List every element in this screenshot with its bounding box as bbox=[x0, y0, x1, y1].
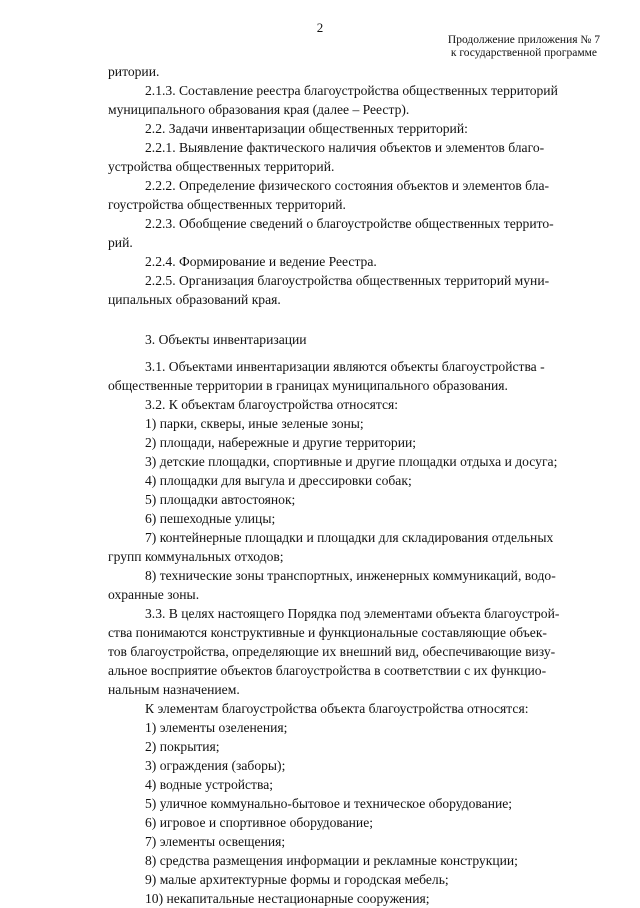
list-item: 8) средства размещения информации и рекламные конструкции; bbox=[145, 853, 518, 868]
text-line: 2.1.3. Составление реестра благоустройства общественных территорий bbox=[145, 83, 558, 98]
header-note bbox=[448, 34, 600, 60]
text-line: рий. bbox=[108, 235, 133, 250]
list-item: 1) элементы озеленения; bbox=[145, 720, 288, 735]
text-line: 3.1. Объектами инвентаризации являются объекты благоустройства - bbox=[145, 359, 545, 374]
text-line: 2.2.5. Организация благоустройства общественных территорий муни- bbox=[145, 273, 550, 288]
list-item: 7) контейнерные площадки и площадки для складирования отдельных bbox=[145, 530, 554, 545]
list-item: 8) технические зоны транспортных, инженерных коммуникаций, водо- bbox=[145, 568, 556, 583]
text-line: охранные зоны. bbox=[108, 587, 200, 602]
list-item: 6) пешеходные улицы; bbox=[145, 511, 276, 526]
text-line: общественные территории в границах муниципального образования. bbox=[108, 378, 508, 393]
text-line: К элементам благоустройства объекта благоустройства относятся: bbox=[145, 701, 529, 716]
list-item: 7) элементы освещения; bbox=[145, 834, 286, 849]
text-line: 3.3. В целях настоящего Порядка под элементами объекта благоустрой- bbox=[145, 606, 560, 621]
text-line: 3.2. К объектам благоустройства относятся: bbox=[145, 397, 399, 412]
text-line: 2.2. Задачи инвентаризации общественных территорий: bbox=[145, 121, 468, 136]
list-item: 5) площадки автостоянок; bbox=[145, 492, 296, 507]
text-line: 2.2.2. Определение физического состояния объектов и элементов бла- bbox=[145, 178, 550, 193]
text-line: ритории. bbox=[108, 64, 160, 79]
list-item: 1) парки, скверы, иные зеленые зоны; bbox=[145, 416, 364, 431]
text-line: гоустройства общественных территорий. bbox=[108, 197, 346, 212]
text-line: ципальных образований края. bbox=[108, 292, 281, 307]
list-item: 2) покрытия; bbox=[145, 739, 220, 754]
text-line: альное восприятие объектов благоустройства в соответствии с их функцио- bbox=[108, 663, 547, 678]
text-line: 2.2.1. Выявление фактического наличия объектов и элементов благо- bbox=[145, 140, 545, 155]
text-line: муниципального образования края (далее – Реестр). bbox=[108, 102, 410, 117]
text-line: групп коммунальных отходов; bbox=[108, 549, 284, 564]
list-item: 5) уличное коммунально-бытовое и техническое оборудование; bbox=[145, 796, 513, 811]
text-line: устройства общественных территорий. bbox=[108, 159, 335, 174]
text-line: 2.2.3. Обобщение сведений о благоустройстве общественных террито- bbox=[145, 216, 554, 231]
list-item: 2) площади, набережные и другие территории; bbox=[145, 435, 417, 450]
list-item: 3) детские площадки, спортивные и другие площадки отдыха и досуга; bbox=[145, 454, 558, 469]
list-item: 6) игровое и спортивное оборудование; bbox=[145, 815, 374, 830]
list-item: 4) водные устройства; bbox=[145, 777, 274, 792]
list-item: 9) малые архитектурные формы и городская мебель; bbox=[145, 872, 449, 887]
text-line: нальным назначением. bbox=[108, 682, 240, 697]
text-line: ства понимаются конструктивные и функциональные составляющие объек- bbox=[108, 625, 547, 640]
list-item: 10) некапитальные нестационарные сооружения; bbox=[145, 891, 430, 906]
header-note-line-1: Продолжение приложения № 7 bbox=[447, 34, 600, 46]
document-body bbox=[108, 62, 610, 908]
text-line: 2.2.4. Формирование и ведение Реестра. bbox=[145, 254, 377, 269]
section-heading: 3. Объекты инвентаризации bbox=[145, 332, 307, 347]
header-note-line-2: к государственной программе bbox=[450, 47, 598, 59]
page-number: 2 bbox=[316, 20, 324, 35]
list-item: 4) площадки для выгула и дрессировки собак; bbox=[145, 473, 412, 488]
text-line: тов благоустройства, определяющие их внешний вид, обеспечивающие визу- bbox=[108, 644, 556, 659]
list-item: 3) ограждения (заборы); bbox=[145, 758, 286, 773]
